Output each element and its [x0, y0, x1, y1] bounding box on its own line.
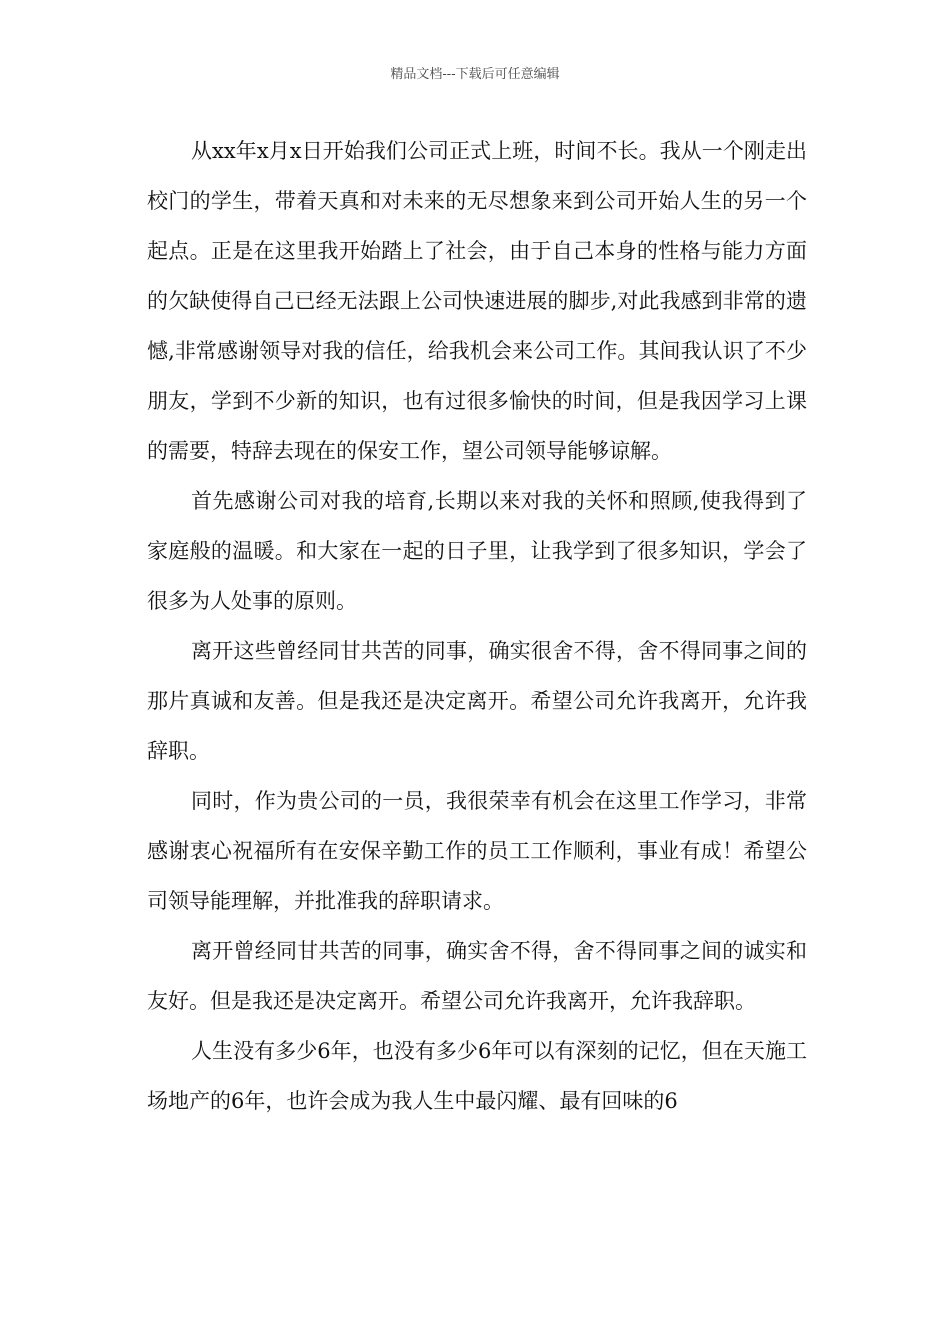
paragraph-3: 离开这些曾经同甘共苦的同事，确实很舍不得，舍不得同事之间的那片真诚和友善。但是我还是决定离开。希望公司允许我离开，允许我辞职。 — [147, 639, 807, 763]
page-header: 精品文档---下载后可任意编辑 — [390, 67, 560, 82]
paragraph-6: 人生没有多少6年，也没有多少6年可以有深刻的记忆，但在天施工场地产的6年，也许会成为我人生中最闪耀、最有回味的6 — [147, 1039, 807, 1113]
paragraph-4: 同时，作为贵公司的一员，我很荣幸有机会在这里工作学习，非常感谢衷心祝福所有在安保辛勤工作的员工工作顺利，事业有成！希望公司领导能理解，并批准我的辞职请求。 — [147, 789, 807, 913]
paragraph-2: 首先感谢公司对我的培育,长期以来对我的关怀和照顾,使我得到了家庭般的温暖。和大家在一起的日子里，让我学到了很多知识，学会了很多为人处事的原则。 — [147, 489, 807, 613]
document-body — [147, 126, 807, 1126]
paragraph-5: 离开曾经同甘共苦的同事，确实舍不得，舍不得同事之间的诚实和友好。但是我还是决定离开。希望公司允许我离开，允许我辞职。 — [147, 939, 807, 1013]
paragraph-1: 从xx年x月x日开始我们公司正式上班，时间不长。我从一个刚走出校门的学生，带着天真和对未来的无尽想象来到公司开始人生的另一个起点。正是在这里我开始踏上了社会，由于自己本身的性格与能力方面的欠缺使得自己已经无法跟上公司快速进展的脚步,对此我感到非常的遗憾,非常感谢领导对我的信任，给我机会来公司工作。其间我认识了不少朋友，学到不少新的知识，也有过很多愉快的时间，但是我因学习上课的需要，特辞去现在的保安工作，望公司领导能够谅解。 — [147, 139, 807, 463]
